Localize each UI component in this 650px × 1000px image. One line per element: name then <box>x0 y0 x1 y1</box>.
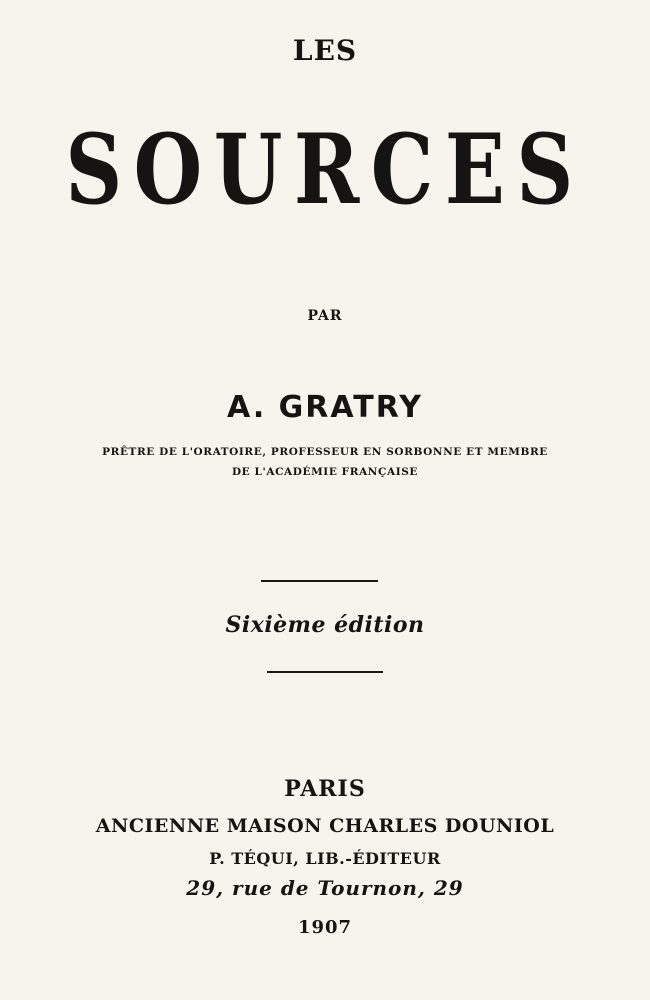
imprint-city: PARIS <box>284 776 366 802</box>
imprint-bookseller: P. TÉQUI, LIB.-ÉDITEUR <box>209 849 441 868</box>
author-credit-line-2: DE L'ACADÉMIE FRANÇAISE <box>231 466 419 478</box>
imprint-publisher: ANCIENNE MAISON CHARLES DOUNIOL <box>95 815 555 837</box>
imprint-address: 29, rue de Tournon, 29 <box>186 876 464 900</box>
author-credit-line-1: PRÊTRE DE L'ORATOIRE, PROFESSEUR EN SORBONNE ET MEMBRE <box>102 446 548 458</box>
author-name: A. GRATRY <box>227 390 423 425</box>
divider-bottom <box>267 671 383 673</box>
by-label: PAR <box>307 308 343 324</box>
title-line-1: LES <box>292 34 358 67</box>
imprint-year: 1907 <box>297 917 353 938</box>
title-line-2: SOURCES <box>65 113 585 226</box>
divider-top <box>261 580 378 582</box>
edition-label: Sixième édition <box>225 612 425 638</box>
